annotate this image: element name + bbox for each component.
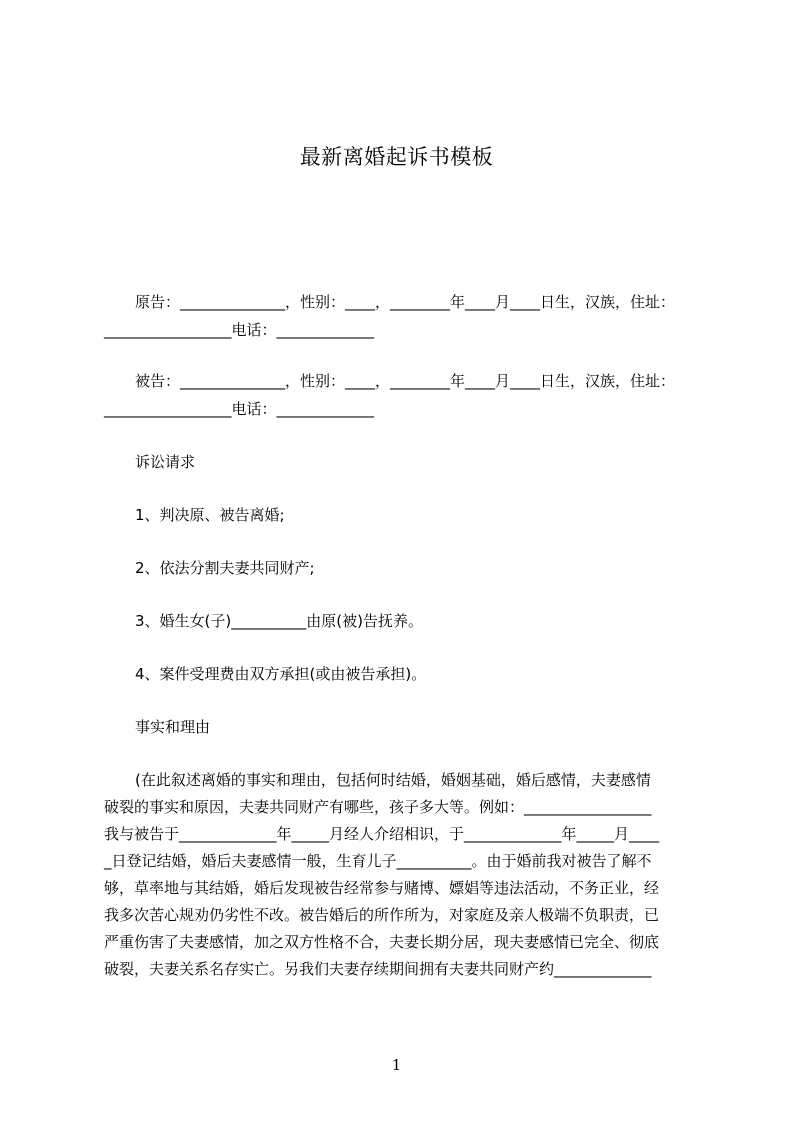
document-title: 最新离婚起诉书模板 [299,145,494,169]
facts-paragraph-line: (在此叙述离婚的事实和理由，包括何时结婚，婚姻基础，婚后感情，夫妻感情 [135,771,651,789]
defendant-line-2: _________________电话：_____________ [104,400,375,418]
facts-paragraph-line: 破裂的事实和原因，夫妻共同财产有哪些，孩子多大等。例如：_________________ [104,798,652,816]
claim-item: 2、依法分割夫妻共同财产; [135,559,315,577]
facts-paragraph-line: _日登记结婚，婚后夫妻感情一般，生育儿子__________。由于婚前我对被告了解不 [104,852,652,870]
page-number: 1 [391,1056,402,1074]
claim-item: 3、婚生女(子)__________由原(被)告抚养。 [135,612,423,630]
plaintiff-line-2: _________________电话：_____________ [104,321,375,339]
facts-paragraph-line: 我与被告于_____________年_____月经人介绍相识，于_____________年_____月____ [104,825,660,843]
defendant-line-1: 被告：______________，性别：____，________年____月____日生，汉族，住址： [135,372,676,390]
facts-paragraph-line: 严重伤害了夫妻感情，加之双方性格不合，夫妻长期分居，现夫妻感情已完全、彻底 [104,933,660,951]
facts-paragraph-line: 我多次苦心规劝仍劣性不改。被告婚后的所作所为，对家庭及亲人极端不负职责，已 [104,906,660,924]
claim-item: 1、判决原、被告离婚; [135,506,285,524]
claims-heading: 诉讼请求 [135,453,196,471]
facts-paragraph-line: 够，草率地与其结婚，婚后发现被告经常参与赌博、嫖娼等违法活动，不务正业，经 [104,879,660,897]
plaintiff-line-1: 原告：______________，性别：____，________年____月____日生，汉族，住址： [135,293,676,311]
claim-item: 4、案件受理费由双方承担(或由被告承担)。 [135,665,427,683]
facts-heading: 事实和理由 [135,718,211,736]
facts-paragraph-line: 破裂，夫妻关系名存实亡。另我们夫妻存续期间拥有夫妻共同财产约_____________ [104,960,652,978]
